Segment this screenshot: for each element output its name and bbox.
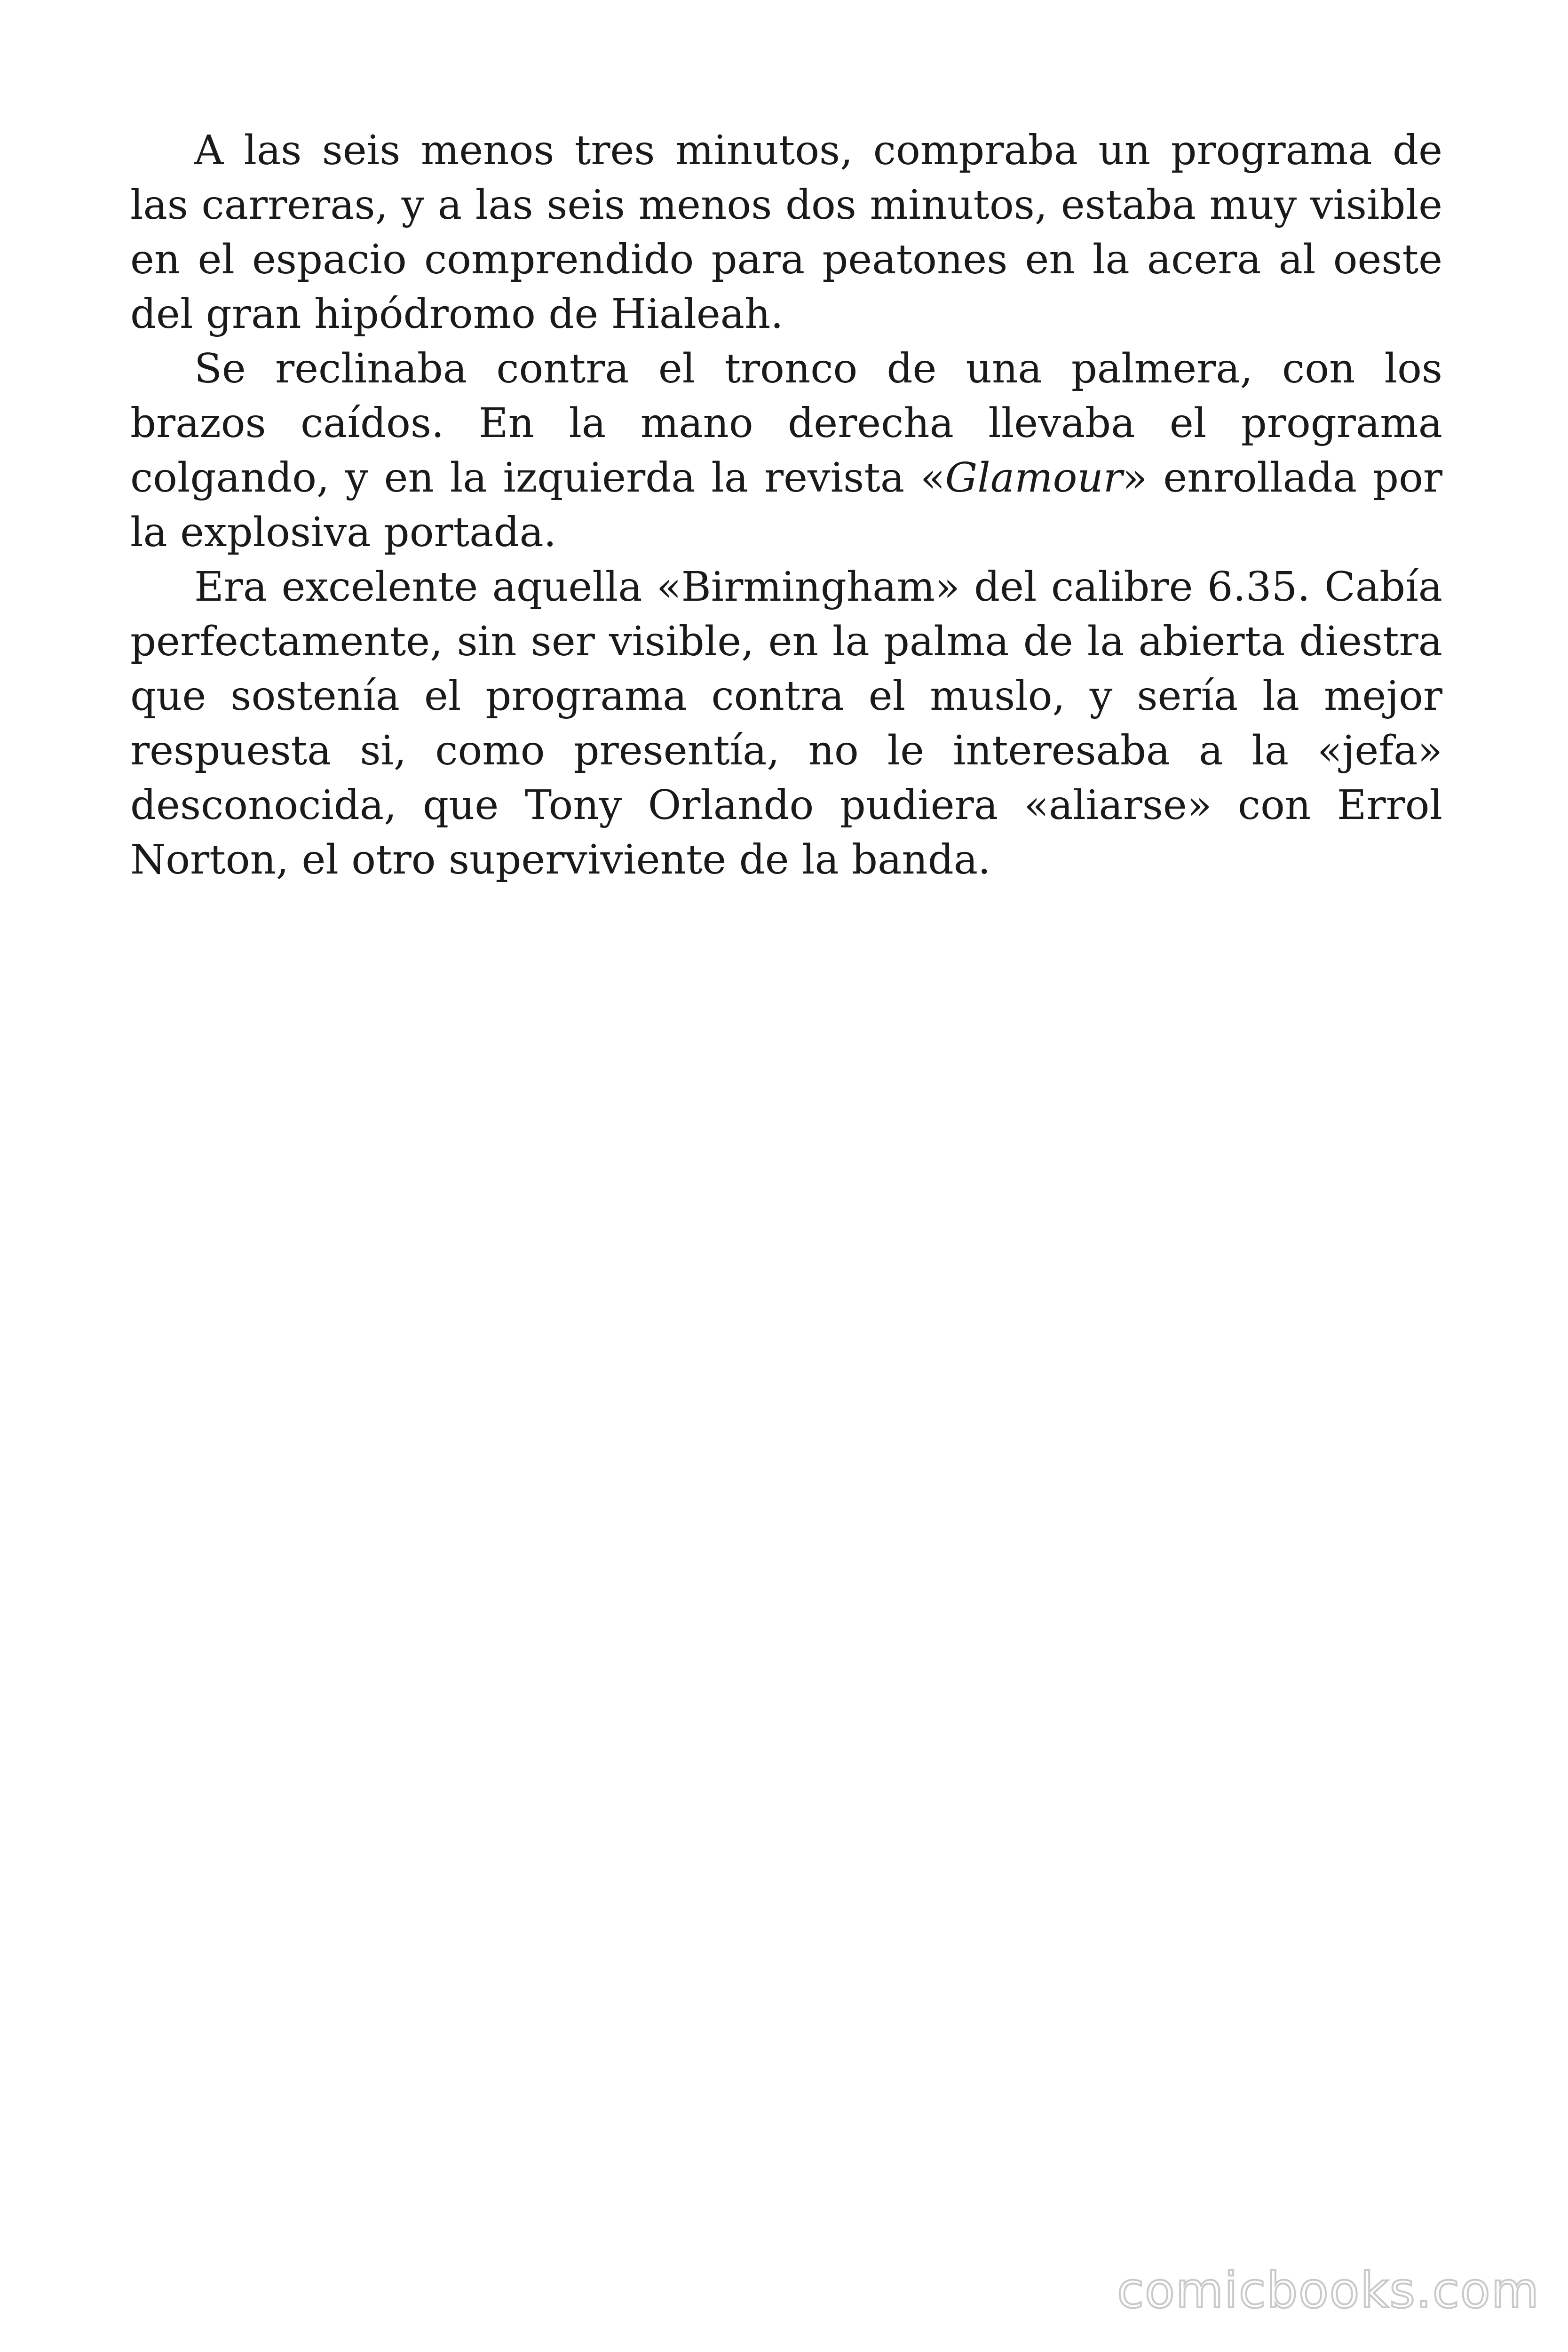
- book-page-text: [130, 123, 1442, 887]
- magazine-title: Glamour: [945, 454, 1123, 501]
- paragraph-text: » enrollada por la explosiva portada.: [130, 454, 1442, 556]
- watermark: comicbooks.com: [1117, 2262, 1540, 2319]
- paragraph-text: Era excelente aquella «Birmingham» del calibre 6.35. Cabía perfectamente, sin ser visible, en la palma de la abierta diestra que sostenía el programa contra el muslo, y sería la mejor respuesta si, como presentía, no le interesaba a la «jefa» desconocida, que Tony Orlando pudiera «aliarse» con Errol Norton, el otro superviviente de la banda.: [130, 564, 1442, 883]
- paragraph: [130, 560, 1442, 887]
- paragraph: [130, 342, 1442, 560]
- paragraph-text: A las seis menos tres minutos, compraba un programa de las carreras, y a las seis menos dos minutos, estaba muy visible en el espacio comprendido para peatones en la acera al oeste del gran hipódromo de Hialeah.: [130, 127, 1442, 338]
- paragraph: [130, 123, 1442, 342]
- paragraph-text: Se reclinaba contra el tronco de una palmera, con los brazos caídos. En la mano derecha llevaba el programa colgando, y en la izquierda la revista «: [130, 345, 1442, 501]
